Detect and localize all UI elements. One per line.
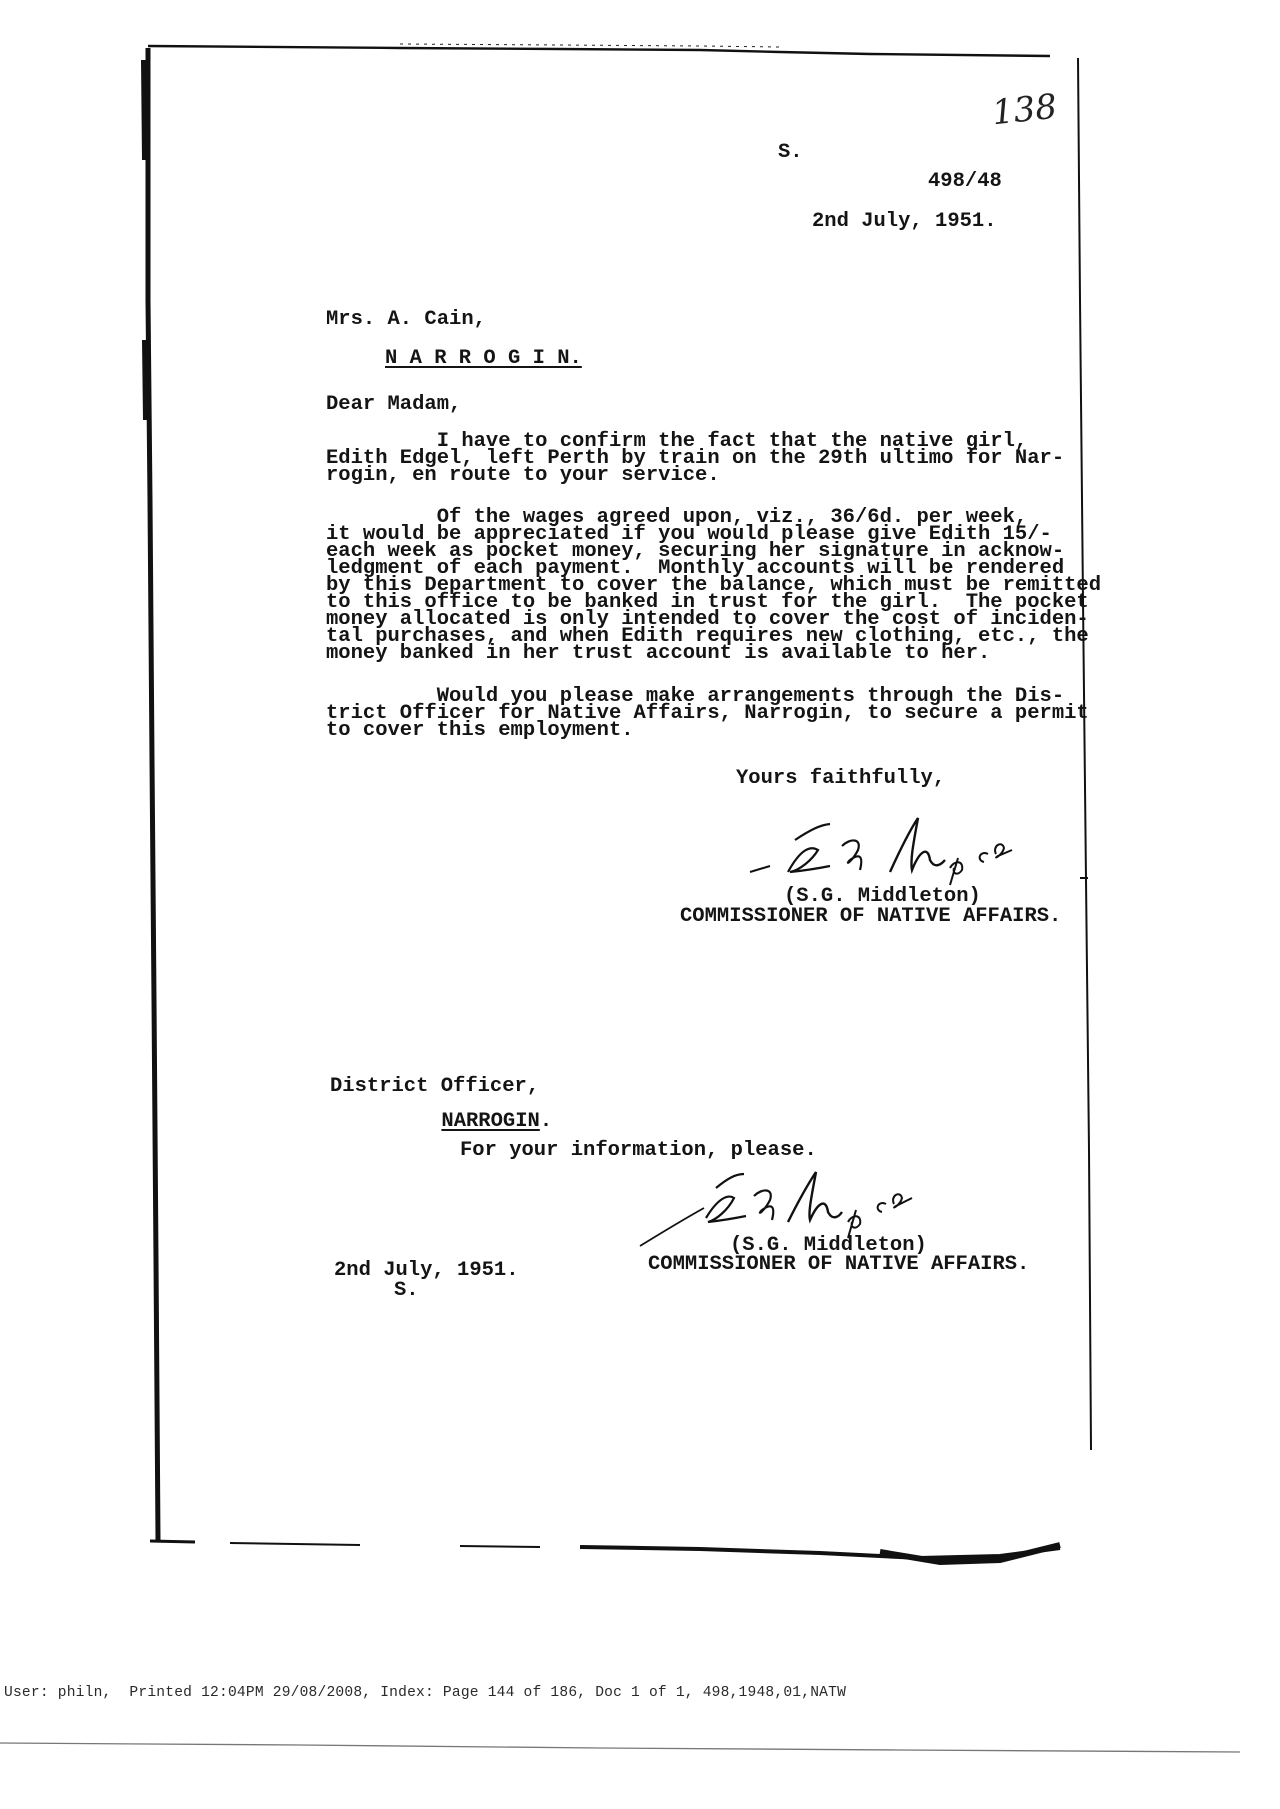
signatory-title: COMMISSIONER OF NATIVE AFFAIRS.: [680, 905, 1062, 928]
copy-signatory-name: (S.G. Middleton): [730, 1234, 927, 1257]
letter-date: 2nd July, 1951.: [812, 210, 997, 233]
copy-note: For your information, please.: [460, 1139, 817, 1162]
paragraph-line: to cover this employment.: [326, 719, 634, 742]
copy-recipient: District Officer,: [330, 1075, 540, 1098]
copy-town-suffix: .: [539, 1110, 553, 1133]
paragraph-line: trict Officer for Native Affairs, Narrogin, to secure a permit: [326, 702, 1089, 725]
paragraph-line: by this Department to cover the balance, which must be remitted: [326, 574, 1102, 597]
paragraph-line: money banked in her trust account is available to her.: [326, 642, 991, 665]
addressee-town: N A R R O G I N.: [385, 347, 582, 370]
paragraph-line: it would be appreciated if you would please give Edith 15/-: [326, 523, 1052, 546]
paragraph-line: ledgment of each payment. Monthly accounts will be rendered: [326, 557, 1065, 580]
addressee-name: Mrs. A. Cain,: [326, 308, 486, 331]
paragraph-line: to this office to be banked in trust for the girl. The pocket: [326, 591, 1089, 614]
signature-icon: [740, 810, 1040, 890]
folio-number-handwritten: 138: [990, 86, 1059, 134]
print-footer: User: philn, Printed 12:04PM 29/08/2008, Index: Page 144 of 186, Doc 1 of 1, 498,1948,01,NATW: [4, 1685, 847, 1701]
paragraph-line: rogin, en route to your service.: [326, 464, 720, 487]
copy-initial: S.: [394, 1279, 419, 1302]
signatory-name: (S.G. Middleton): [784, 885, 981, 908]
paragraph-line: money allocated is only intended to cover the cost of inciden-: [326, 608, 1089, 631]
salutation: Dear Madam,: [326, 393, 462, 416]
paragraph-line: each week as pocket money, securing her signature in acknow-: [326, 540, 1065, 563]
paragraph-line: Edith Edgel, left Perth by train on the 29th ultimo for Nar-: [326, 447, 1065, 470]
paragraph-line: Would you please make arrangements through the Dis-: [326, 685, 1065, 708]
paragraph-line: I have to confirm the fact that the native girl,: [326, 430, 1028, 453]
copy-signatory-title: COMMISSIONER OF NATIVE AFFAIRS.: [648, 1253, 1030, 1276]
paragraph-line: tal purchases, and when Edith requires new clothing, etc., the: [326, 625, 1089, 648]
file-reference: 498/48: [928, 170, 1002, 193]
header-initial: S.: [778, 141, 803, 164]
copy-date: 2nd July, 1951.: [334, 1259, 519, 1282]
closing: Yours faithfully,: [736, 767, 946, 790]
copy-town: NARROGIN: [441, 1110, 540, 1133]
paragraph-line: Of the wages agreed upon, viz., 36/6d. per week,: [326, 506, 1028, 529]
